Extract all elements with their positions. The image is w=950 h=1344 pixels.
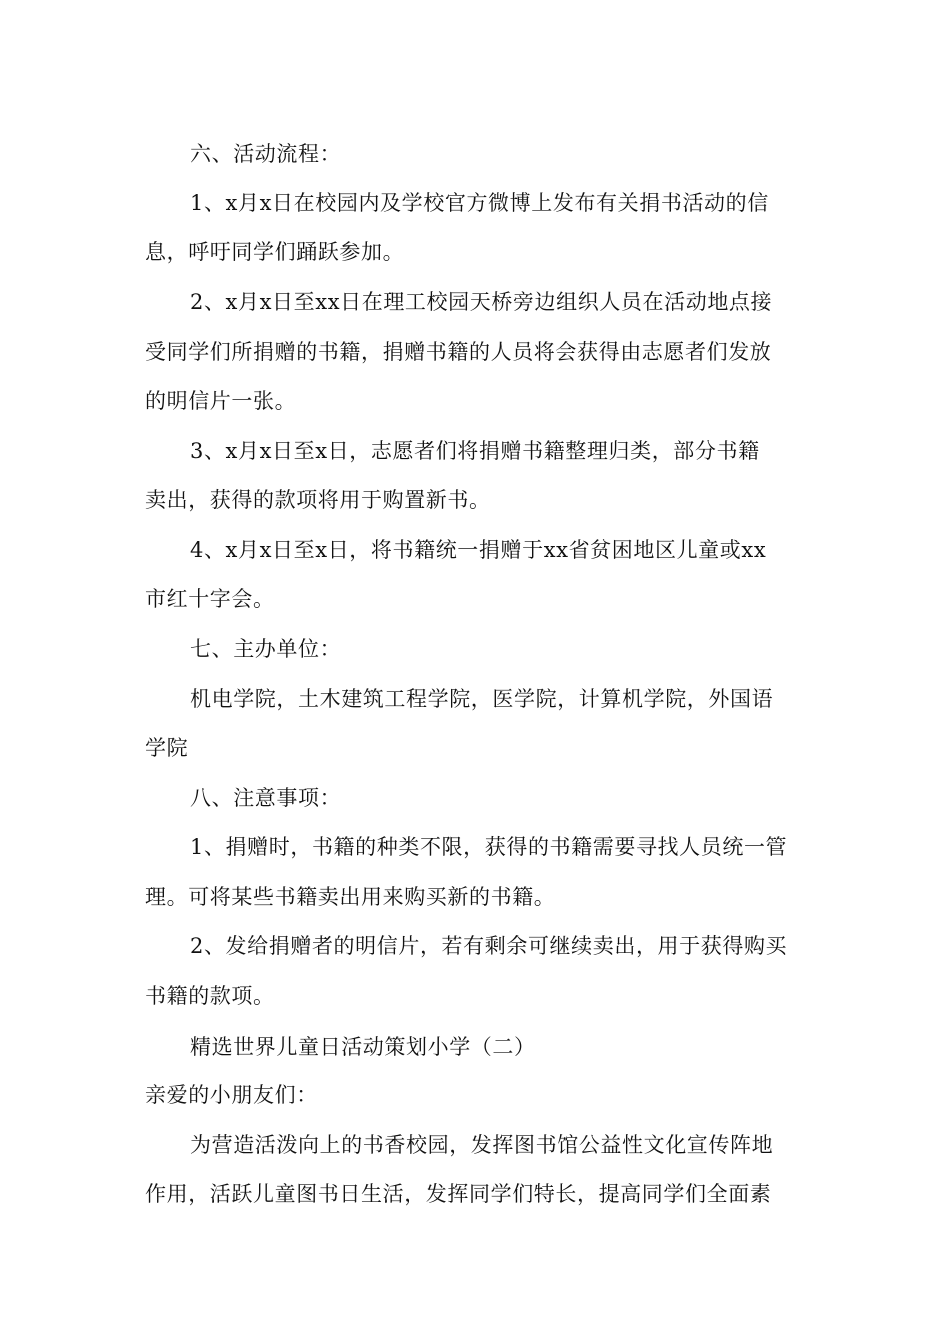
paragraph-line: 2、发给捐赠者的明信片，若有剩余可继续卖出，用于获得购买 <box>190 934 788 958</box>
paragraph-line: 作用，活跃儿童图书日生活，发挥同学们特长，提高同学们全面素 <box>145 1182 772 1206</box>
paragraph-line: 3、x月x日至x日，志愿者们将捐赠书籍整理归类，部分书籍 <box>190 439 760 463</box>
paragraph-line: 市红十字会。 <box>145 587 275 611</box>
paragraph-line: 1、捐赠时，书籍的种类不限，获得的书籍需要寻找人员统一管 <box>190 835 788 859</box>
paragraph-line: 2、x月x日至xx日在理工校园天桥旁边组织人员在活动地点接 <box>190 290 773 314</box>
paragraph-line: 息，呼吁同学们踊跃参加。 <box>145 240 405 264</box>
paragraph-line: 4、x月x日至x日，将书籍统一捐赠于xx省贫困地区儿童或xx <box>190 538 767 562</box>
salutation: 亲爱的小朋友们： <box>145 1083 318 1107</box>
article-title: 精选世界儿童日活动策划小学（二） <box>190 1035 536 1059</box>
paragraph-line: 机电学院，土木建筑工程学院，医学院，计算机学院，外国语 <box>190 687 774 711</box>
paragraph-line: 书籍的款项。 <box>145 984 275 1008</box>
paragraph-line: 卖出，获得的款项将用于购置新书。 <box>145 488 491 512</box>
paragraph-line: 受同学们所捐赠的书籍，捐赠书籍的人员将会获得由志愿者们发放 <box>145 340 772 364</box>
paragraph-line: 学院 <box>145 736 189 760</box>
section-heading-organizers: 七、主办单位： <box>190 637 342 661</box>
paragraph-line: 理。可将某些书籍卖出用来购买新的书籍。 <box>145 885 556 909</box>
paragraph-line: 1、x月x日在校园内及学校官方微博上发布有关捐书活动的信 <box>190 191 769 215</box>
paragraph-line: 的明信片一张。 <box>145 389 297 413</box>
section-heading-notes: 八、注意事项： <box>190 786 342 810</box>
section-heading-process: 六、活动流程： <box>190 142 342 166</box>
paragraph-line: 为营造活泼向上的书香校园，发挥图书馆公益性文化宣传阵地 <box>190 1133 774 1157</box>
